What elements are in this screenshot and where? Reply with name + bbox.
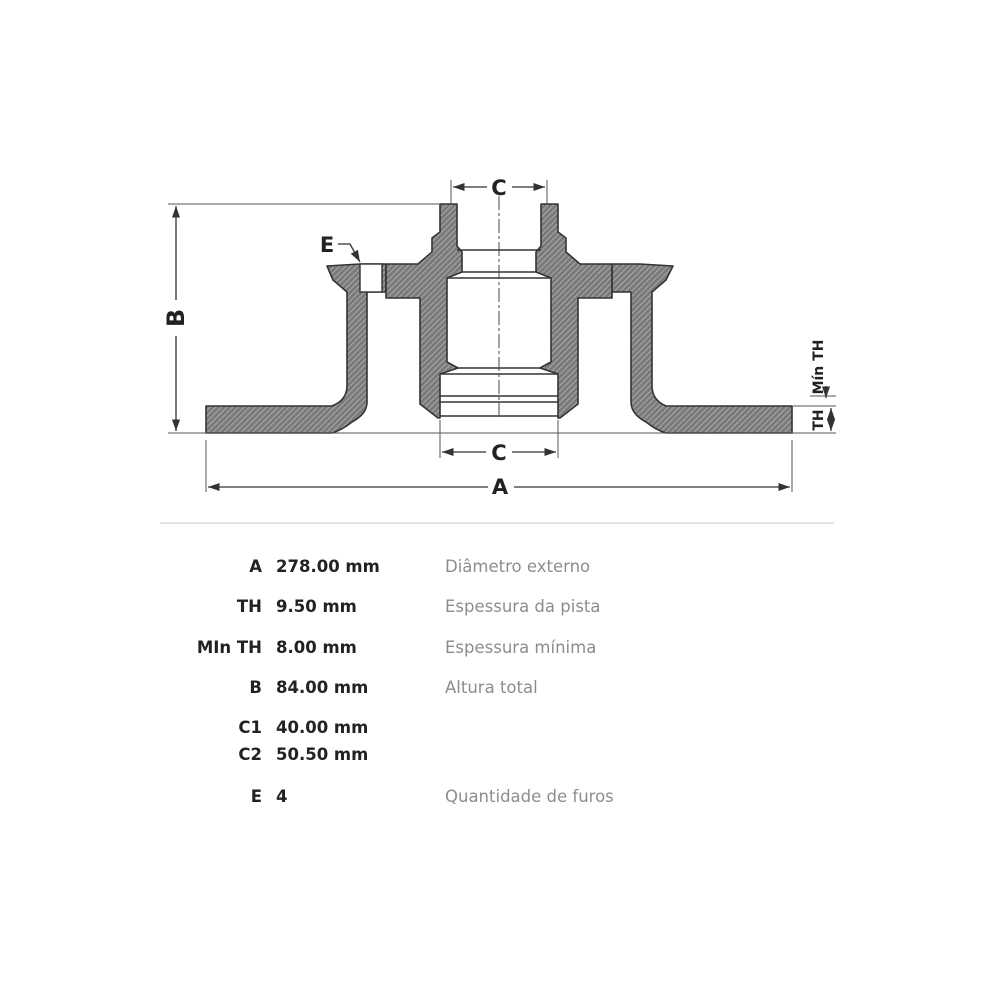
label-e: E <box>319 233 335 257</box>
spec-key: TH <box>236 597 262 616</box>
spec-row-c1 <box>0 718 1000 742</box>
right-braking-ring <box>612 264 792 433</box>
spec-description: Espessura mínima <box>445 638 597 657</box>
label-min-th: Mín TH <box>811 339 827 395</box>
spec-value: 278.00 mm <box>276 557 380 576</box>
label-a: A <box>491 475 509 499</box>
left-hub-wall <box>386 204 462 418</box>
spec-description: Altura total <box>445 678 538 697</box>
spec-value: 8.00 mm <box>276 638 357 657</box>
divider <box>160 522 834 524</box>
spec-key: C1 <box>238 718 262 737</box>
spec-row-th <box>0 597 1000 621</box>
spec-value: 50.50 mm <box>276 745 369 764</box>
spec-row-min-th <box>0 638 1000 662</box>
spec-value: 9.50 mm <box>276 597 357 616</box>
spec-row-e <box>0 787 1000 811</box>
spec-row-c2 <box>0 745 1000 769</box>
label-b: B <box>162 308 190 328</box>
spec-description: Espessura da pista <box>445 597 601 616</box>
spec-value: 84.00 mm <box>276 678 369 697</box>
left-braking-ring <box>206 264 386 433</box>
spec-value: 4 <box>276 787 288 806</box>
spec-description: Quantidade de furos <box>445 787 614 806</box>
spec-key: MIn TH <box>196 638 262 657</box>
spec-description: Diâmetro externo <box>445 557 591 576</box>
label-th: TH <box>811 409 827 431</box>
right-hub-wall <box>536 204 612 418</box>
spec-row-a <box>0 557 1000 581</box>
label-c-top: C <box>491 176 507 200</box>
spec-key: E <box>250 787 262 806</box>
spec-key: C2 <box>238 745 262 764</box>
spec-key: A <box>249 557 262 576</box>
e-leader <box>338 244 360 262</box>
spec-value: 40.00 mm <box>276 718 369 737</box>
label-c-bottom: C <box>491 441 507 465</box>
spec-row-b <box>0 678 1000 702</box>
spec-key: B <box>249 678 262 697</box>
